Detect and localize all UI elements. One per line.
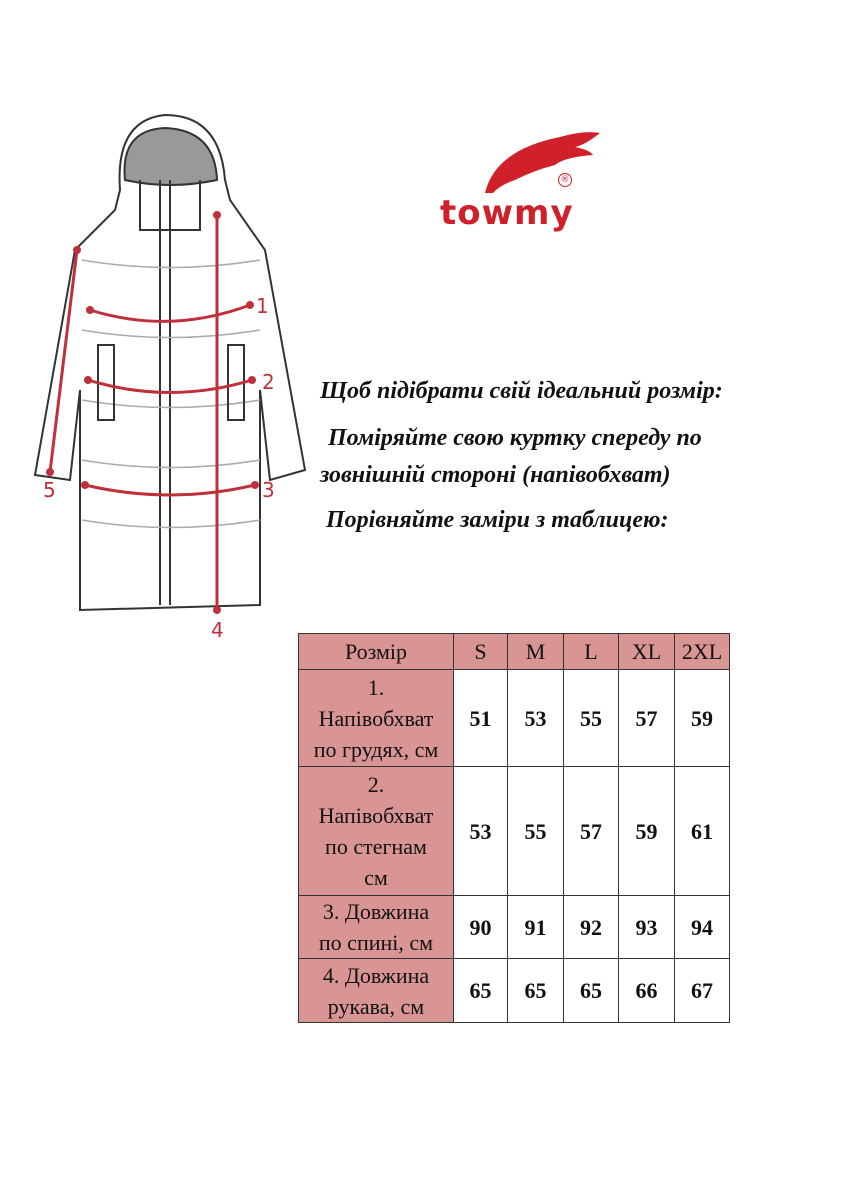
- measure-label-4: 4: [211, 618, 224, 642]
- header-cell: 2XL: [675, 634, 730, 670]
- value-cell: 53: [508, 670, 564, 767]
- feather-icon: [475, 125, 615, 195]
- jacket-diagram: [20, 100, 320, 660]
- measure-label-5: 5: [43, 478, 56, 502]
- instruction-line: Порівняйте заміри з таблицею:: [326, 507, 669, 533]
- value-cell: 55: [508, 767, 564, 896]
- header-cell: L: [564, 634, 619, 670]
- value-cell: 65: [564, 959, 619, 1023]
- size-table: [298, 633, 730, 1023]
- instruction-line: Поміряйте свою куртку спереду по: [328, 425, 702, 451]
- value-cell: 61: [675, 767, 730, 896]
- table-row: [299, 670, 730, 767]
- value-cell: 93: [619, 896, 675, 959]
- table-row: [299, 896, 730, 959]
- row-label: [299, 767, 454, 896]
- label-line: 1.: [367, 674, 385, 700]
- measure-label-1: 1: [256, 294, 269, 318]
- row-label: [299, 670, 454, 767]
- value-cell: 65: [508, 959, 564, 1023]
- value-cell: 92: [564, 896, 619, 959]
- brand-name: towmy: [440, 193, 574, 233]
- header-cell: Розмір: [299, 634, 454, 670]
- label-line: по стегнам: [325, 834, 427, 859]
- label-line: см: [364, 865, 388, 890]
- value-cell: 65: [454, 959, 508, 1023]
- row-label: [299, 959, 454, 1023]
- header-cell: XL: [619, 634, 675, 670]
- value-cell: 94: [675, 896, 730, 959]
- instruction-line: зовнішній стороні (напівобхват): [320, 462, 671, 488]
- label-line: Напівобхват: [318, 803, 434, 828]
- value-cell: 91: [508, 896, 564, 959]
- value-cell: 51: [454, 670, 508, 767]
- value-cell: 90: [454, 896, 508, 959]
- instruction-title: Щоб підібрати свій ідеальний розмір:: [320, 378, 723, 404]
- label-line: рукава, см: [327, 993, 425, 1019]
- table-row: [299, 767, 730, 896]
- header-cell: S: [454, 634, 508, 670]
- table-header-row: [299, 634, 730, 670]
- value-cell: 67: [675, 959, 730, 1023]
- measure-label-3: 3: [262, 478, 275, 502]
- label-line: Напівобхват: [318, 705, 434, 731]
- registered-mark: ®: [558, 173, 572, 187]
- header-cell: M: [508, 634, 564, 670]
- brand-logo: [430, 125, 610, 240]
- value-cell: 66: [619, 959, 675, 1023]
- value-cell: 57: [564, 767, 619, 896]
- row-label: [299, 896, 454, 959]
- label-line: 3. Довжина: [322, 899, 430, 924]
- value-cell: 55: [564, 670, 619, 767]
- label-line: 2.: [367, 772, 385, 797]
- measure-label-2: 2: [262, 370, 275, 394]
- value-cell: 57: [619, 670, 675, 767]
- label-line: по спині, см: [318, 930, 434, 955]
- value-cell: 59: [675, 670, 730, 767]
- table-row: [299, 959, 730, 1023]
- value-cell: 59: [619, 767, 675, 896]
- label-line: 4. Довжина: [322, 962, 430, 988]
- label-line: по грудях, см: [313, 736, 439, 762]
- value-cell: 53: [454, 767, 508, 896]
